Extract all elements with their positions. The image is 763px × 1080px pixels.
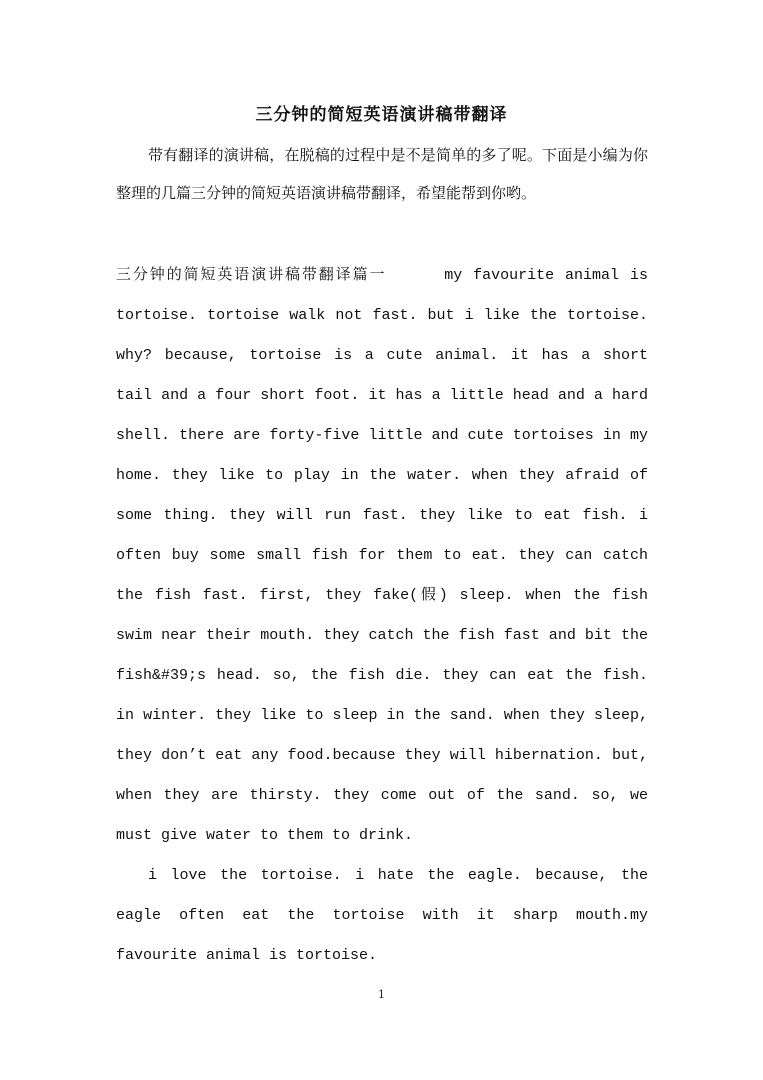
section-heading: 三分钟的简短英语演讲稿带翻译篇一 (116, 265, 387, 283)
intro-paragraph: 带有翻译的演讲稿，在脱稿的过程中是不是简单的多了呢。下面是小编为你整理的几篇三分钟的简短英语演讲稿带翻译，希望能帮到你哟。 (116, 146, 648, 202)
section-1-paragraph (116, 254, 648, 856)
document-title: 三分钟的简短英语演讲稿带翻译 (255, 105, 508, 125)
section-1-body: my favourite animal is tortoise. tortoise walk not fast. but i like the tortoise. why? because, tortoise is a cute animal. it has a short tail and a four short foot. it has a little head and a hard shell. there are forty-five little and cute tortoises in my home. they like to play in the water. when they afraid of some thing. they will run fast. they like to eat fish. i often buy some small fish for them to eat. they can catch the fish fast. first, they fake(假) sleep. when the fish swim near their mouth. they catch the fish fast and bit the fish&#39;s head. so, the fish die. they can eat the fish. in winter. they like to sleep in the sand. when they sleep, they don’t eat any food.because they will hibernation. but, when they are thirsty. they come out of the sand. so, we must give water to them to drink. (116, 267, 648, 844)
page-number: 1 (378, 988, 385, 1001)
section-1-closing-paragraph: i love the tortoise. i hate the eagle. because, the eagle often eat the tortoise with it sharp mouth.my favourite animal is tortoise. (116, 867, 648, 964)
